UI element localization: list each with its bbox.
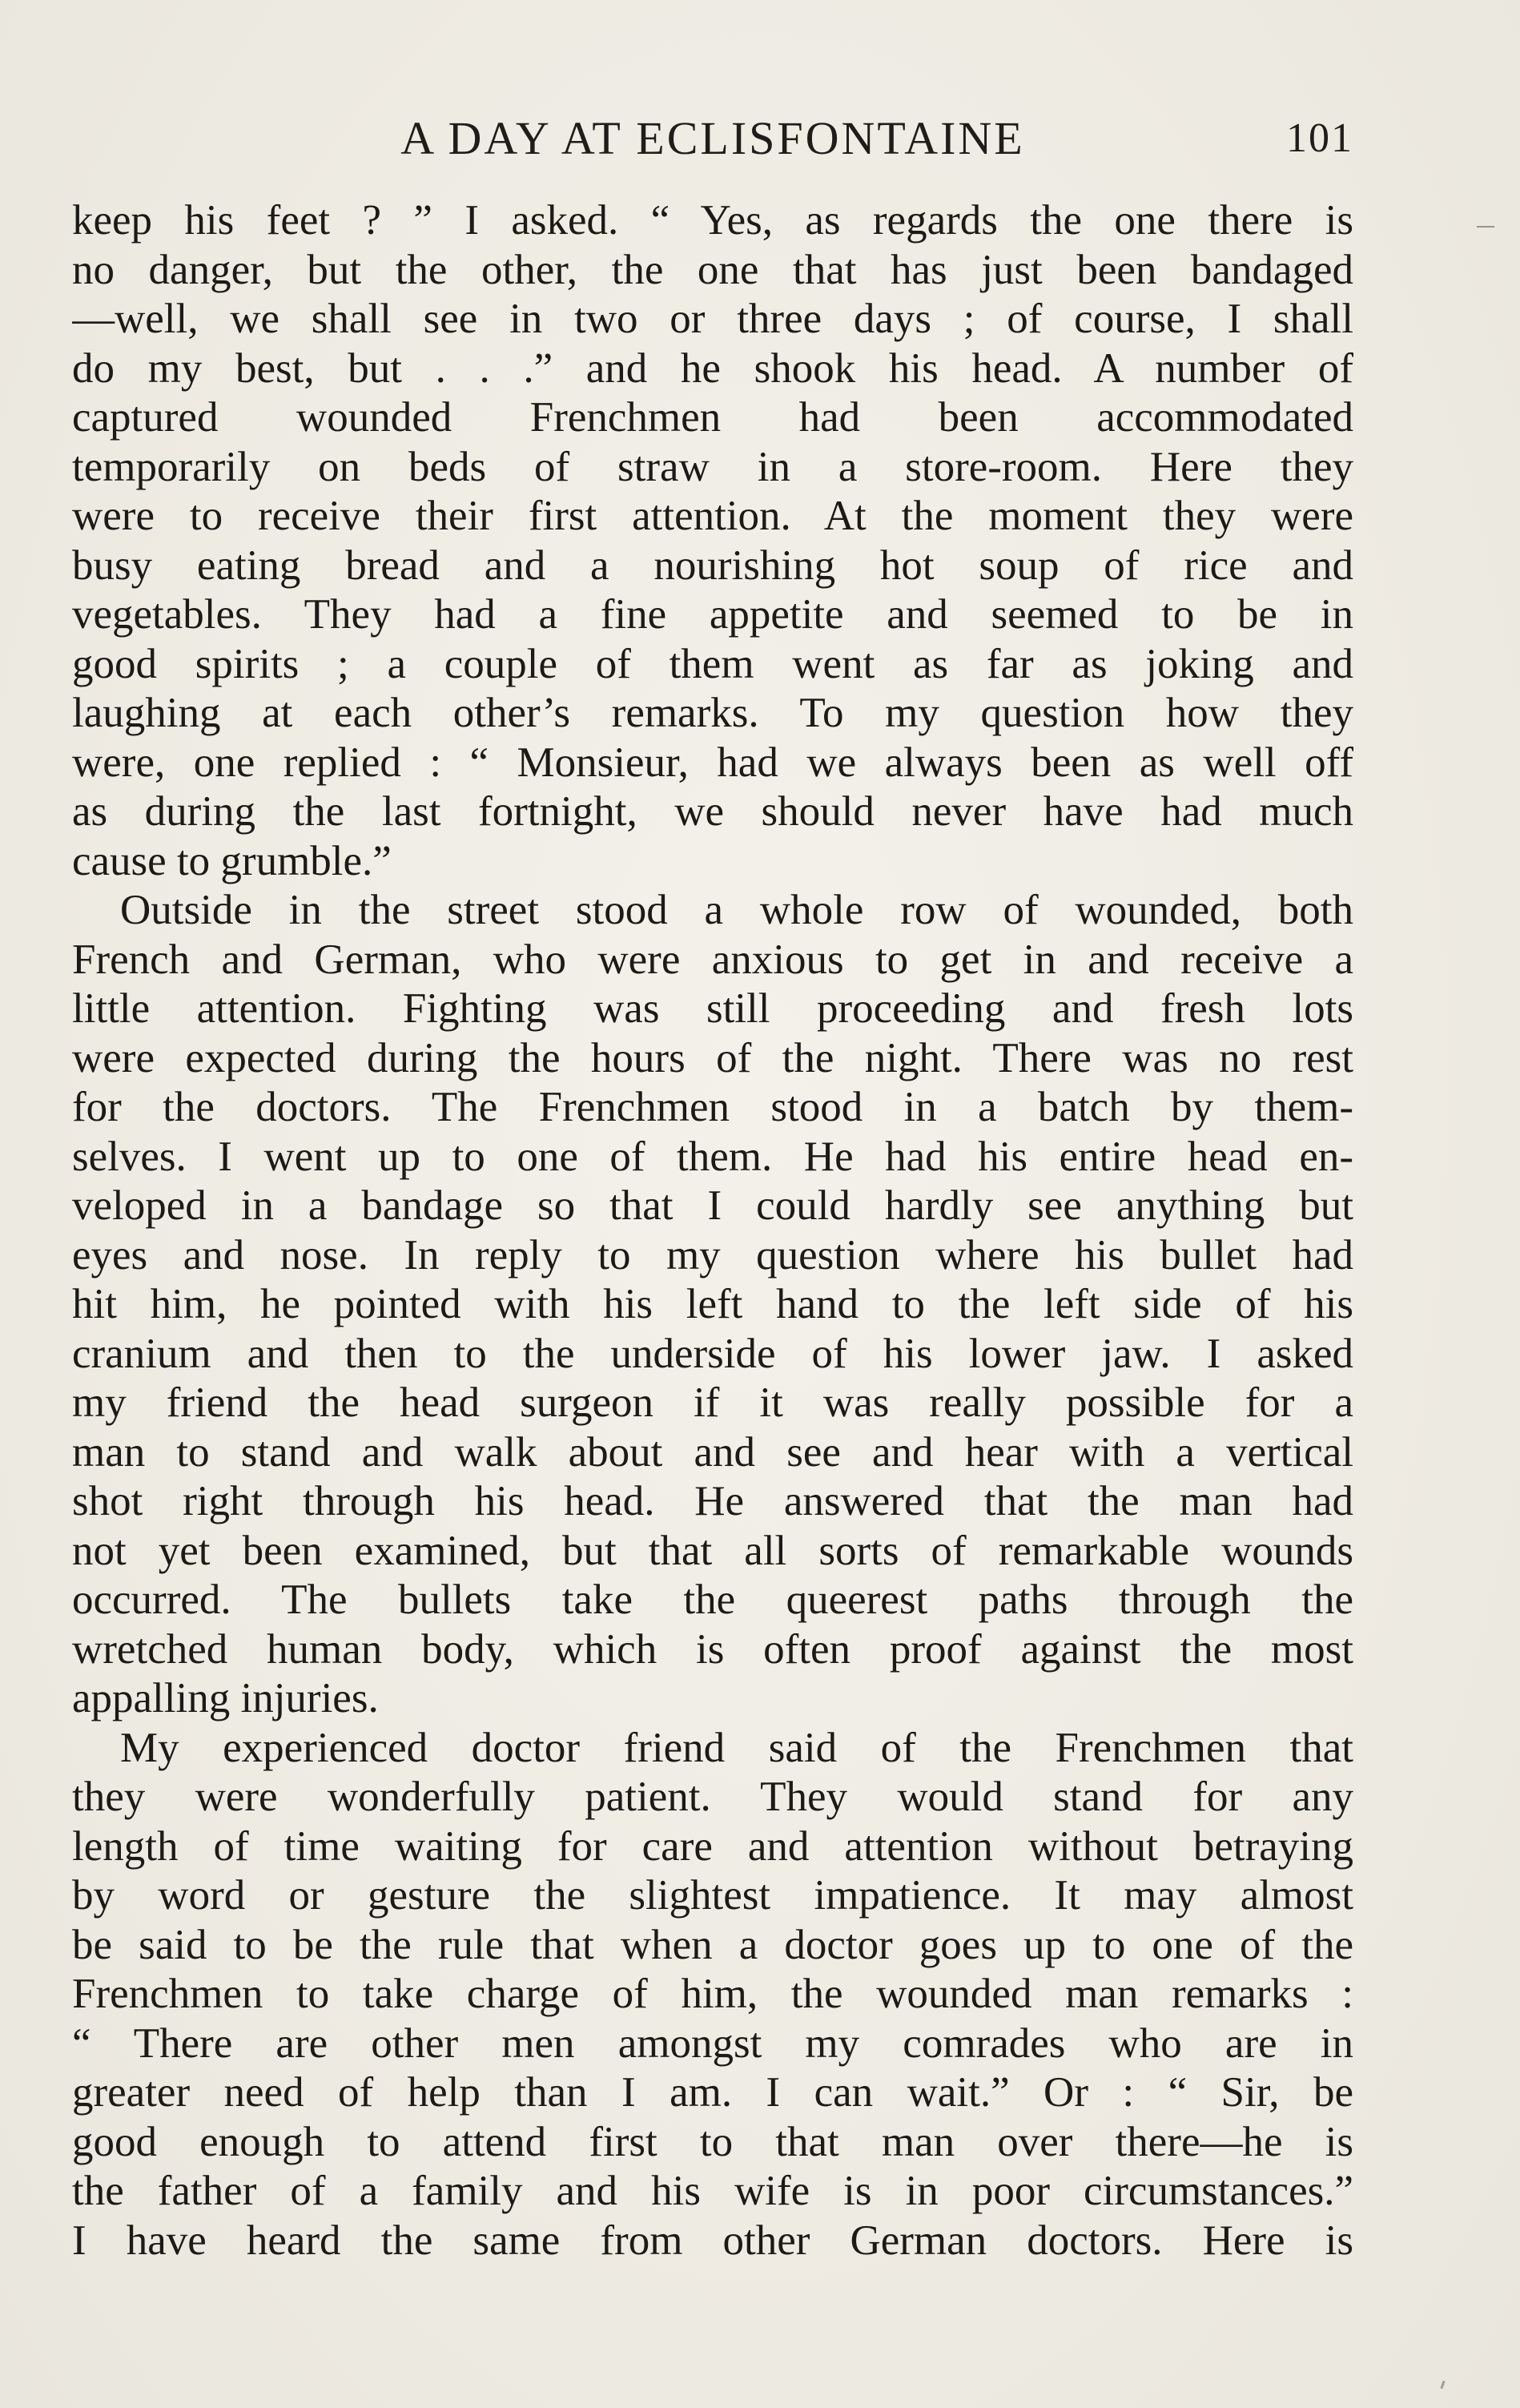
text-line: do my best, but . . .” and he shook his head. A number of [72,344,1353,392]
text-line: shot right through his head. He answered that the man had [72,1478,1353,1524]
text-line: not yet been examined, but that all sorts of remarkable wounds [72,1527,1353,1574]
text-line: busy eating bread and a nourishing hot soup of rice and [72,542,1353,589]
text-line: length of time waiting for care and attention without betraying [72,1822,1353,1870]
text-line: good spirits ; a couple of them went as far as joking and [72,640,1353,687]
text-line: were expected during the hours of the night. There was no rest [72,1034,1353,1081]
text-line: temporarily on beds of straw in a store-room. Here they [72,443,1353,490]
margin-dash [1477,226,1494,228]
text-line: Outside in the street stood a whole row of wounded, both [120,887,1353,933]
text-line: I have heard the same from other German doctors. Here is [72,2217,1353,2264]
text-line: greater need of help than I am. I can wait.” Or : “ Sir, be [72,2069,1353,2116]
text-line: wretched human body, which is often proof against the most [72,1625,1353,1673]
text-line: no danger, but the other, the one that has just been bandaged [72,246,1353,293]
text-line: veloped in a bandage so that I could hardly see anything but [72,1182,1353,1229]
text-line: Frenchmen to take charge of him, the wounded man remarks : [72,1971,1353,2017]
text-line: man to stand and walk about and see and hear with a vertical [72,1428,1353,1476]
text-line: as during the last fortnight, we should never have had much [72,788,1353,835]
text-line: good enough to attend first to that man over there—he is [72,2118,1353,2165]
text-line: selves. I went up to one of them. He had his entire head en- [72,1133,1353,1180]
body-text [72,196,1353,2265]
text-line: My experienced doctor friend said of the Frenchmen that [120,1724,1353,1771]
text-line: laughing at each other’s remarks. To my question how they [72,690,1353,736]
text-line: “ There are other men amongst my comrades who are in [72,2019,1353,2067]
text-line: for the doctors. The Frenchmen stood in a batch by them- [72,1084,1353,1130]
text-line: eyes and nose. In reply to my question where his bullet had [72,1231,1353,1278]
text-line: be said to be the rule that when a doctor goes up to one of the [72,1921,1353,1968]
text-line: were, one replied : “ Monsieur, had we always been as well off [72,739,1353,786]
text-line: French and German, who were anxious to get in and receive a [72,936,1353,983]
text-line: hit him, he pointed with his left hand to the left side of his [72,1281,1353,1327]
text-line: cranium and then to the underside of his lower jaw. I asked [72,1330,1353,1377]
text-line: my friend the head surgeon if it was really possible for a [72,1379,1353,1426]
running-title: A DAY AT ECLISFONTAINE [400,112,1025,164]
text-line: keep his feet ? ” I asked. “ Yes, as regards the one there is [72,197,1353,244]
text-line: little attention. Fighting was still proceeding and fresh lots [72,985,1353,1032]
margin-speck [1440,2381,1445,2389]
page-header [72,111,1353,167]
text-line: the father of a family and his wife is in poor circumstances.” [72,2168,1353,2214]
text-line: —well, we shall see in two or three days ; of course, I shall [72,296,1353,342]
page-number: 101 [1286,115,1353,161]
text-line: they were wonderfully patient. They would stand for any [72,1774,1353,1820]
text-line: occurred. The bullets take the queerest paths through the [72,1576,1353,1623]
text-line: by word or gesture the slightest impatience. It may almost [72,1872,1353,1919]
text-line: were to receive their first attention. At the moment they were [72,493,1353,539]
text-line: cause to grumble.” [72,837,392,884]
text-line: vegetables. They had a fine appetite and seemed to be in [72,591,1353,638]
text-line: captured wounded Frenchmen had been accommodated [72,394,1353,441]
text-line: appalling injuries. [72,1675,379,1721]
